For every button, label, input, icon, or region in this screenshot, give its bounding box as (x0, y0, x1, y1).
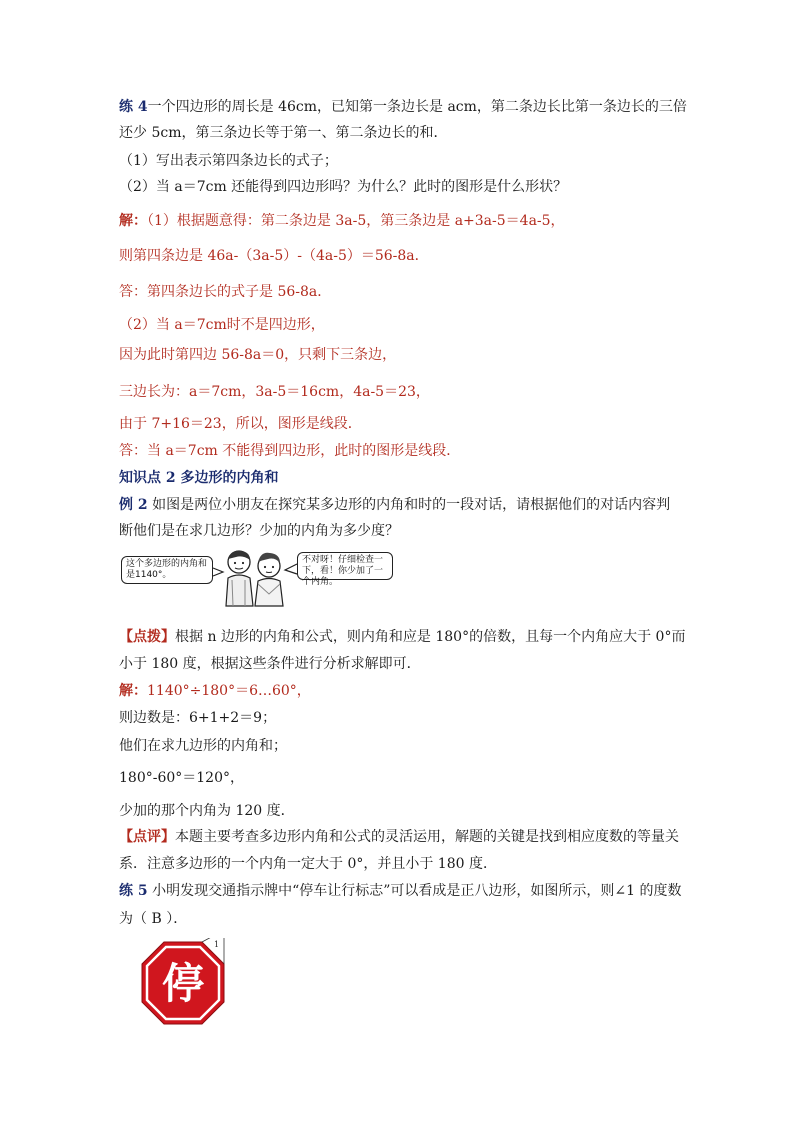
ex2-comment-line-2: 系．注意多边形的一个内角一定大于 0°，并且小于 180 度． (119, 856, 497, 872)
ex4-solution-line-7: 由于 7+16＝23，所以，图形是线段． (119, 416, 362, 432)
ex4-solution-text-1: （1）根据题意得：第二条边是 3a-5，第三条边是 a+3a-5＝4a-5， (147, 213, 565, 229)
ex4-question-2: （2）当 a＝7cm 还能得到四边形吗？为什么？此时的图形是什么形状？ (119, 179, 568, 195)
ex4-solution-line-3: 答：第四条边长的式子是 56-8a． (119, 284, 332, 300)
ex2-solution-text-1: 1140°÷180°＝6…60°， (147, 683, 311, 699)
ex2-solution-line-3: 他们在求九边形的内角和； (119, 738, 287, 754)
ex4-solution-line-5: 因为此时第四边 56-8a＝0，只剩下三条边， (119, 347, 397, 363)
ex5-line-1 (119, 880, 681, 902)
ex2-line-1 (119, 494, 670, 516)
ex2-solution-line-5: 少加的那个内角为 120 度． (119, 803, 295, 819)
knowledge-point-2-heading: 知识点 2 多边形的内角和 (119, 470, 279, 486)
speech-bubble-left: 这个多边形的内角和是1140°。 (121, 556, 213, 584)
ex2-hint-label: 【点拨】 (119, 629, 175, 645)
ex4-solution-line-2: 则第四条边是 46a-（3a-5）-（4a-5）＝56-8a． (119, 248, 429, 264)
ex4-line-1 (119, 96, 687, 118)
ex4-solution-line-8: 答：当 a＝7cm 不能得到四边形，此时的图形是线段． (119, 443, 461, 459)
ex2-hint-line-1 (119, 626, 685, 648)
ex2-solution-label: 解： (119, 683, 147, 699)
children-illustration (119, 548, 397, 608)
ex4-solution-line-4: （2）当 a＝7cm时不是四边形， (119, 317, 325, 333)
ex4-solution-label: 解： (119, 213, 147, 229)
ex4-solution-line-1 (119, 210, 565, 232)
speech-bubble-right: 不对呀！仔细检查一下，看！你少加了一个内角。 (297, 552, 393, 580)
ex5-label: 练 5 (119, 883, 148, 899)
child-2-figure (255, 553, 283, 606)
ex4-label: 练 4 (119, 99, 148, 115)
ex5-text-1: 小明发现交通指示牌中“停车让行标志”可以看成是正八边形，如图所示，则∠1 的度数 (152, 883, 682, 899)
ex4-question-1: （1）写出表示第四条边长的式子； (119, 153, 338, 169)
dialogue-cartoon (119, 548, 397, 608)
ex5-line-2: 为（ B ）． (119, 911, 188, 927)
stop-sign-character: 停 (161, 959, 205, 1008)
ex2-label: 例 2 (119, 497, 148, 513)
ex2-solution-line-4: 180°-60°＝120°， (119, 770, 244, 786)
ex2-hint-line-2: 小于 180 度，根据这些条件进行分析求解即可． (119, 656, 421, 672)
ex4-line-2: 还少 5cm，第三条边长等于第一、第二条边长的和． (119, 125, 448, 141)
stop-sign-figure (138, 938, 228, 1028)
ex2-comment-text-1: 本题主要考查多边形内角和公式的灵活运用，解题的关键是找到相应度数的等量关 (175, 829, 679, 845)
ex2-solution-line-1 (119, 680, 311, 702)
ex2-comment-line-1 (119, 826, 679, 848)
ex2-hint-text-1: 根据 n 边形的内角和公式，则内角和应是 180°的倍数，且每一个内角应大于 0°而 (175, 629, 686, 645)
ex2-solution-line-2: 则边数是：6+1+2＝9； (119, 710, 277, 726)
ex2-text-1: 如图是两位小朋友在探究某多边形的内角和时的一段对话，请根据他们的对话内容判 (152, 497, 671, 513)
ex2-line-2: 断他们是在求几边形？少加的内角为多少度？ (119, 523, 399, 539)
ex4-text-1: 一个四边形的周长是 46cm，已知第一条边长是 acm，第二条边长比第一条边长的三倍 (147, 99, 687, 115)
ex4-solution-line-6: 三边长为：a＝7cm，3a-5＝16cm，4a-5＝23， (119, 384, 430, 400)
ex2-comment-label: 【点评】 (119, 829, 175, 845)
child-1-figure (226, 551, 253, 606)
angle-1-label: 1 (214, 940, 220, 949)
